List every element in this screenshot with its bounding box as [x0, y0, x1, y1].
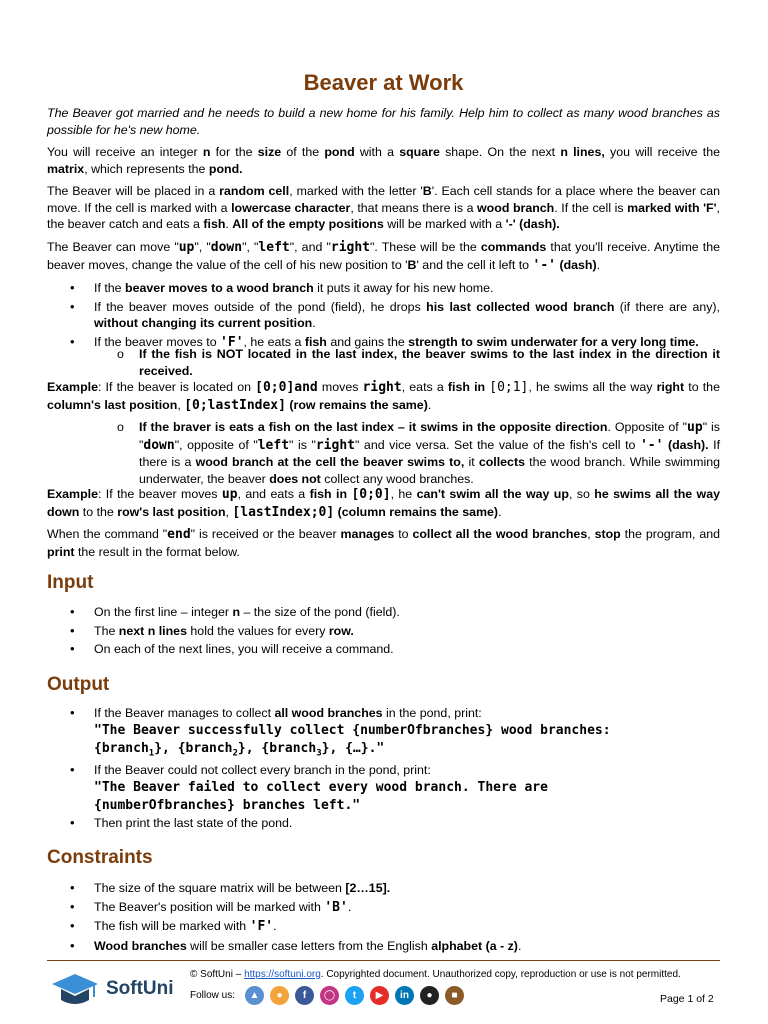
social-links: [245, 986, 464, 1005]
softuni-link[interactable]: https://softuni.org: [244, 969, 321, 980]
list-item: • If the beaver moves to 'F', he eats a fish and gains the strength to swim underwater for a very long time.: [47, 334, 720, 352]
sub-list-item: o If the braver is eats a fish on the last index – it swims in the opposite direction. Opposite of "up" is "down", opposite of "left" is "right" and vice versa. Set the value of the fish's cell to '-' (dash). If there is a wood branch at the cell the beaver swims to, it collects the wood branch. While swimming underwater, the beaver does not collect any wood branches.: [117, 420, 721, 486]
output-list: [47, 705, 720, 833]
list-item: • Wood branches will be smaller case letters from the English alphabet (a - z).: [47, 938, 720, 955]
list-item: • The size of the square matrix will be between [2…15].: [47, 880, 720, 897]
blog-icon[interactable]: ■: [445, 986, 464, 1005]
list-item: • If the Beaver could not collect every branch in the pond, print: "The Beaver failed to collect every wood branch. There are {numberOfbranches} branches left.": [47, 762, 720, 815]
paragraph-end-condition: When the command "end" is received or the beaver manages to collect all the wood branches, stop the program, and print the result in the format below.: [47, 527, 721, 559]
copyright-notice: © SoftUni – https://softuni.org. Copyrighted document. Unauthorized copy, reproduction or use is not permitted.: [190, 969, 681, 980]
list-item: • If the beaver moves to a wood branch it puts it away for his new home.: [47, 280, 720, 297]
facebook-icon[interactable]: f: [295, 986, 314, 1005]
page-number: Page 1 of 2: [660, 993, 714, 1005]
section-heading-input: Input: [47, 572, 94, 593]
list-item: • The fish will be marked with 'F'.: [47, 918, 720, 936]
paragraph-input-description: You will receive an integer n for the size of the pond with a square shape. On the next n lines, you will receive the matrix, which represents the pond.: [47, 145, 720, 176]
graduation-cap-icon: [50, 970, 100, 1010]
softuni-foundation-icon[interactable]: ●: [270, 986, 289, 1005]
list-item: • The Beaver's position will be marked with 'B'.: [47, 899, 720, 917]
list-item: • The next n lines hold the values for every row.: [47, 623, 720, 640]
example-1: Example: If the beaver is located on [0;0]and moves right, eats a fish in [0;1], he swims all the way right to the column's last position, [0;lastIndex] (row remains the same).: [47, 380, 720, 413]
list-item: • Then print the last state of the pond.: [47, 815, 720, 832]
movement-rules-list: [47, 280, 720, 353]
output-format-failure: "The Beaver failed to collect every wood branch. There are {numberOfbranches} branches left.": [94, 779, 548, 813]
intro-paragraph: The Beaver got married and he needs to build a new home for his family. Help him to collect as many wood branches as possible for he's new home.: [47, 106, 720, 137]
youtube-icon[interactable]: ▶: [370, 986, 389, 1005]
output-format-success: "The Beaver successfully collect {numberOfbranches} wood branches: {branch$_1$}, {branch$_2$}, {branch$_3$}, {…}.": [94, 722, 611, 759]
instagram-icon[interactable]: ◯: [320, 986, 339, 1005]
paragraph-commands: The Beaver can move "up", "down", "left", and "right". These will be the commands that you'll receive. Anytime the beaver moves, change the value of the cell of his new position to 'B' and the cell it left to '-' (dash).: [47, 240, 721, 273]
input-list: [47, 604, 720, 660]
twitter-icon[interactable]: t: [345, 986, 364, 1005]
follow-us-label: Follow us:: [190, 990, 236, 1001]
constraints-list: [47, 880, 720, 956]
section-heading-constraints: Constraints: [47, 847, 153, 868]
linkedin-icon[interactable]: in: [395, 986, 414, 1005]
logo-text: SoftUni: [106, 978, 174, 999]
sub-list-item: o If the fish is NOT located in the last index, the beaver swims to the last index in the direction it received.: [117, 347, 720, 378]
section-heading-output: Output: [47, 674, 110, 695]
list-item: • On each of the next lines, you will receive a command.: [47, 641, 720, 658]
softuni-logo[interactable]: [50, 970, 180, 1010]
footer-divider: [47, 960, 720, 961]
list-item: • On the first line – integer n – the size of the pond (field).: [47, 604, 720, 621]
softuni-icon[interactable]: ▲: [245, 986, 264, 1005]
list-item: • If the Beaver manages to collect all wood branches in the pond, print: "The Beaver successfully collect {numberOfbranches} wood branches: {branch$_1$}, {branch$_2$}, {branch$_3$}, {…}.": [47, 705, 720, 762]
list-item: • If the beaver moves outside of the pond (field), he drops his last collected wood branch (if there are any), without changing its current position.: [47, 299, 720, 332]
example-2: Example: If the beaver moves up, and eats a fish in [0;0], he can't swim all the way up, so he swims all the way down to the row's last position, [lastIndex;0] (column remains the same).: [47, 487, 720, 520]
paragraph-beaver-placement: The Beaver will be placed in a random cell, marked with the letter 'B'. Each cell stands for a place where the beaver can move. If the cell is marked with a lowercase character, that means there is a wood branch. If the cell is marked with 'F', the beaver catch and eats a fish. All of the empty positions will be marked with a '-' (dash).: [47, 184, 720, 231]
page-title: Beaver at Work: [303, 70, 464, 95]
github-icon[interactable]: ●: [420, 986, 439, 1005]
